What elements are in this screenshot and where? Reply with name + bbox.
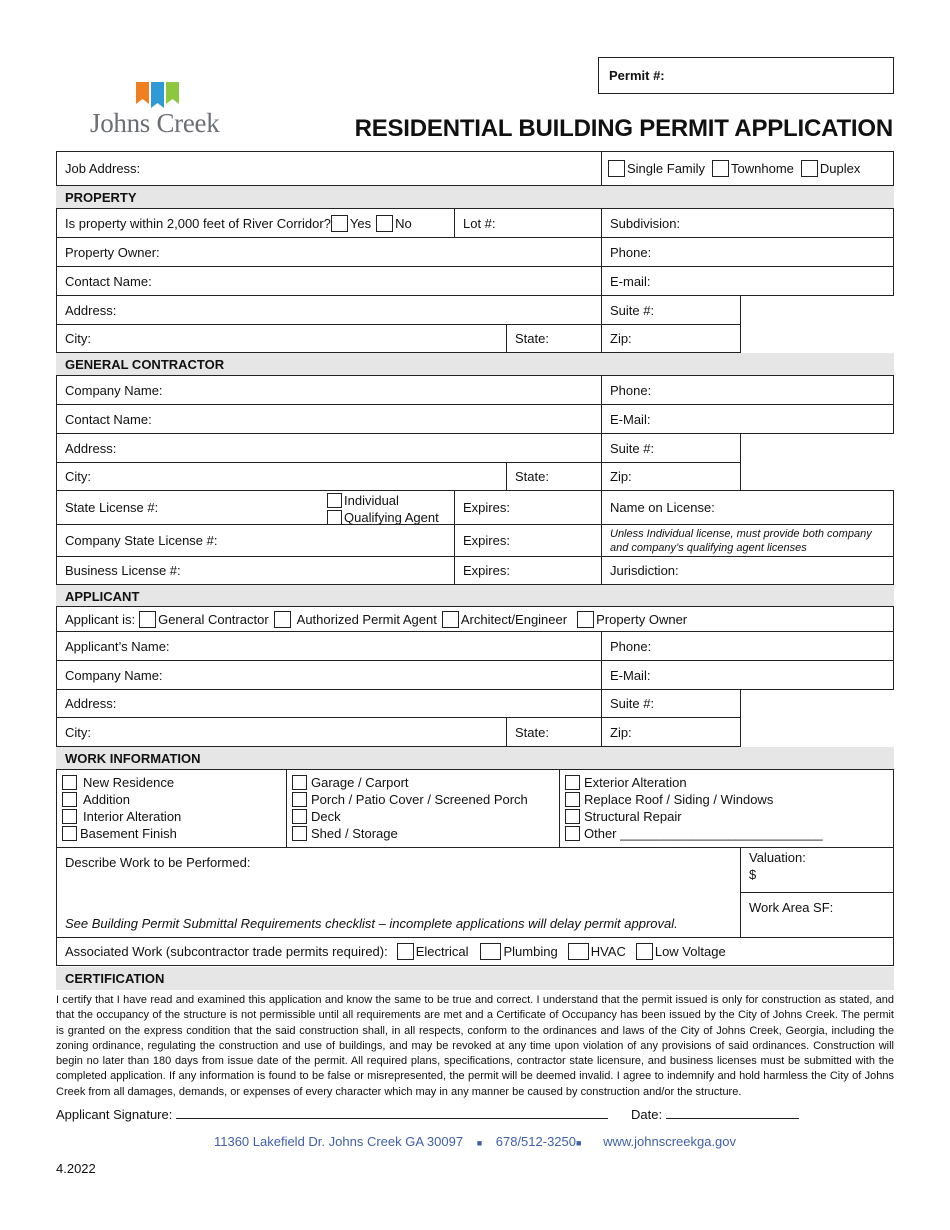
- footer-address: 11360 Lakefield Dr. Johns Creek GA 30097: [213, 1134, 464, 1149]
- lot-number-field[interactable]: [454, 208, 602, 238]
- contractor-suite-field[interactable]: [601, 433, 741, 463]
- plumbing-label: Plumbing: [503, 944, 558, 959]
- work-exterior-checkbox[interactable]: [565, 775, 580, 790]
- hvac-checkbox[interactable]: [568, 943, 589, 960]
- signature-field[interactable]: [56, 1107, 608, 1122]
- work-roof-checkbox[interactable]: [565, 792, 580, 807]
- certification-heading: CERTIFICATION: [56, 967, 894, 990]
- work-area-field[interactable]: [740, 892, 894, 938]
- work-structural-option[interactable]: [565, 808, 823, 825]
- applicant-city-field[interactable]: [56, 717, 507, 747]
- business-license-field[interactable]: [56, 556, 455, 585]
- dwelling-type-group: [601, 151, 894, 186]
- work-garage-option[interactable]: [292, 774, 528, 791]
- contractor-company-field[interactable]: [56, 375, 602, 405]
- work-list-1: [62, 774, 181, 842]
- work-col-divider-2: [559, 769, 560, 848]
- applicant-architect-checkbox[interactable]: [442, 611, 459, 628]
- property-suite-field[interactable]: [601, 295, 741, 325]
- applicant-name-label: Applicant’s Name:: [65, 638, 170, 654]
- permit-number-field[interactable]: [598, 57, 894, 94]
- state-license-expires-field[interactable]: [454, 490, 602, 525]
- signature-line[interactable]: [176, 1107, 608, 1119]
- license-note-line1: Unless Individual license, must provide both company: [610, 527, 872, 540]
- applicant-phone-field[interactable]: [601, 631, 894, 661]
- work-list-3: [565, 774, 823, 842]
- valuation-field[interactable]: [740, 847, 894, 893]
- applicant-zip-field[interactable]: [601, 717, 741, 747]
- qualifying-agent-checkbox[interactable]: [327, 510, 342, 525]
- applicant-architect-label: Architect/Engineer: [460, 611, 568, 627]
- applicant-architect-option[interactable]: [442, 611, 567, 628]
- work-other-checkbox[interactable]: [565, 826, 580, 841]
- footer-bullet-icon-2: ■: [576, 1138, 582, 1148]
- signature-label: Applicant Signature:: [56, 1107, 173, 1122]
- contractor-company-label: Company Name:: [65, 382, 163, 398]
- company-license-expires-label: Expires:: [463, 533, 510, 548]
- associated-work-group: [56, 937, 894, 966]
- work-deck-label: Deck: [311, 809, 341, 824]
- contractor-city-label: City:: [65, 469, 91, 484]
- townhome-option[interactable]: [712, 160, 794, 177]
- work-deck-option[interactable]: [292, 808, 528, 825]
- work-porch-checkbox[interactable]: [292, 792, 307, 807]
- plumbing-checkbox[interactable]: [480, 943, 501, 960]
- contractor-contact-field[interactable]: [56, 404, 602, 434]
- river-corridor-field: [56, 208, 455, 238]
- work-shed-checkbox[interactable]: [292, 826, 307, 841]
- work-other-option[interactable]: [565, 825, 823, 842]
- low-voltage-option[interactable]: [636, 943, 726, 960]
- work-deck-checkbox[interactable]: [292, 809, 307, 824]
- job-address-label: Job Address:: [65, 161, 141, 176]
- applicant-type-group: [56, 606, 894, 632]
- property-suite-label: Suite #:: [610, 302, 655, 318]
- applicant-zip-label: Zip:: [610, 724, 632, 740]
- property-zip-label: Zip:: [610, 331, 632, 346]
- job-address-field[interactable]: [56, 151, 602, 186]
- applicant-property-owner-label: Property Owner: [596, 611, 688, 627]
- property-phone-label: Phone:: [610, 244, 652, 260]
- single-family-checkbox[interactable]: [608, 160, 625, 177]
- river-yes-label: Yes: [349, 215, 372, 231]
- applicant-suite-label: Suite #:: [610, 696, 655, 711]
- applicant-is-label: Applicant is:: [65, 611, 136, 627]
- applicant-email-label: E-Mail:: [610, 667, 651, 683]
- contractor-city-field[interactable]: [56, 462, 507, 491]
- work-area-label: Work Area SF:: [749, 900, 834, 915]
- contractor-phone-field[interactable]: [601, 375, 894, 405]
- footer-bullet-icon: ■: [476, 1138, 483, 1148]
- work-list-2: [292, 774, 528, 842]
- river-yes-option[interactable]: [331, 215, 371, 232]
- business-license-expires-field[interactable]: [454, 556, 602, 585]
- johns-creek-logo: [90, 82, 230, 142]
- date-field[interactable]: [631, 1107, 799, 1122]
- hvac-option[interactable]: [568, 943, 626, 960]
- property-state-field[interactable]: [506, 324, 602, 353]
- applicant-property-owner-checkbox[interactable]: [577, 611, 594, 628]
- work-porch-option[interactable]: [292, 791, 528, 808]
- applicant-name-field[interactable]: [56, 631, 602, 661]
- townhome-checkbox[interactable]: [712, 160, 729, 177]
- name-on-license-label: Name on License:: [610, 500, 715, 515]
- work-interior-option[interactable]: [62, 808, 181, 825]
- property-email-label: E-mail:: [610, 273, 651, 289]
- company-state-license-label: Company State License #:: [65, 533, 218, 548]
- work-basement-checkbox[interactable]: [62, 826, 77, 841]
- applicant-state-field[interactable]: [506, 717, 602, 747]
- describe-work-field[interactable]: [56, 847, 741, 938]
- applicant-general-contractor-label: General Contractor: [158, 611, 269, 627]
- work-new-residence-label: New Residence: [83, 775, 175, 790]
- contractor-address-label: Address:: [65, 440, 117, 456]
- contractor-state-field[interactable]: [506, 462, 602, 491]
- property-owner-label: Property Owner:: [65, 244, 160, 260]
- low-voltage-label: Low Voltage: [654, 944, 726, 959]
- applicant-permit-agent-option[interactable]: [274, 611, 437, 628]
- form-version: 4.2022: [56, 1161, 96, 1176]
- work-roof-option[interactable]: [565, 791, 823, 808]
- electrical-option[interactable]: [397, 943, 469, 960]
- state-license-label: State License #:: [65, 500, 159, 515]
- applicant-permit-agent-checkbox[interactable]: [274, 611, 291, 628]
- work-other-label: Other ____________________________: [584, 826, 823, 841]
- work-structural-label: Structural Repair: [584, 809, 682, 824]
- applicant-company-label: Company Name:: [65, 667, 163, 683]
- applicant-permit-agent-label: Authorized Permit Agent: [296, 611, 437, 627]
- date-line[interactable]: [666, 1107, 799, 1119]
- work-exterior-option[interactable]: [565, 774, 823, 791]
- logo-flags-icon: [136, 82, 184, 108]
- work-col-divider-1: [286, 769, 287, 848]
- contractor-address-field[interactable]: [56, 433, 602, 463]
- property-owner-field[interactable]: [56, 237, 602, 267]
- river-no-label: No: [395, 215, 412, 231]
- low-voltage-checkbox[interactable]: [636, 943, 653, 960]
- work-interior-checkbox[interactable]: [62, 809, 77, 824]
- applicant-general-contractor-option[interactable]: [139, 611, 269, 628]
- license-note-line2: and company’s qualifying agent licenses: [610, 541, 807, 554]
- property-contact-field[interactable]: [56, 266, 602, 296]
- applicant-address-label: Address:: [65, 696, 117, 711]
- subdivision-label: Subdivision:: [610, 215, 681, 231]
- river-corridor-label: Is property within 2,000 feet of River Corridor?: [65, 215, 331, 231]
- license-type-group: [327, 492, 439, 525]
- permit-number-label: Permit #:: [609, 68, 665, 83]
- applicant-address-field[interactable]: [56, 689, 602, 718]
- applicant-phone-label: Phone:: [610, 638, 652, 654]
- contractor-email-label: E-Mail:: [610, 411, 651, 427]
- property-phone-field[interactable]: [601, 237, 894, 267]
- property-email-field[interactable]: [601, 266, 894, 296]
- date-label: Date:: [631, 1107, 663, 1122]
- subdivision-field[interactable]: [601, 208, 894, 238]
- logo-wordmark: Johns Creek: [90, 108, 220, 138]
- jurisdiction-label: Jurisdiction:: [610, 563, 679, 578]
- applicant-email-field[interactable]: [601, 660, 894, 690]
- contractor-zip-label: Zip:: [610, 469, 632, 484]
- work-exterior-label: Exterior Alteration: [584, 775, 687, 790]
- work-porch-label: Porch / Patio Cover / Screened Porch: [311, 792, 528, 807]
- applicant-suite-field[interactable]: [601, 689, 741, 718]
- property-city-label: City:: [65, 331, 91, 346]
- contractor-email-field[interactable]: [601, 404, 894, 434]
- applicant-company-field[interactable]: [56, 660, 602, 690]
- company-license-expires-field[interactable]: [454, 524, 602, 557]
- valuation-dollar: $: [749, 867, 757, 882]
- property-address-label: Address:: [65, 302, 117, 318]
- contractor-heading: GENERAL CONTRACTOR: [56, 353, 894, 376]
- work-heading: WORK INFORMATION: [56, 747, 894, 770]
- company-state-license-field[interactable]: [56, 524, 455, 557]
- qualifying-agent-label: Qualifying Agent: [344, 510, 439, 525]
- electrical-label: Electrical: [415, 944, 469, 959]
- work-addition-checkbox[interactable]: [62, 792, 77, 807]
- plumbing-option[interactable]: [480, 943, 557, 960]
- applicant-city-label: City:: [65, 724, 91, 740]
- business-license-label: Business License #:: [65, 563, 181, 578]
- page-title: RESIDENTIAL BUILDING PERMIT APPLICATION: [354, 115, 893, 142]
- property-zip-field[interactable]: [601, 324, 741, 353]
- work-basement-option[interactable]: [62, 825, 181, 842]
- applicant-heading: APPLICANT: [56, 585, 894, 607]
- duplex-option[interactable]: [801, 160, 860, 177]
- contractor-suite-label: Suite #:: [610, 440, 655, 456]
- applicant-property-owner-option[interactable]: [577, 611, 687, 628]
- work-basement-label: Basement Finish: [80, 826, 177, 841]
- name-on-license-field[interactable]: [601, 490, 894, 525]
- work-shed-label: Shed / Storage: [311, 826, 398, 841]
- contractor-zip-field[interactable]: [601, 462, 741, 491]
- state-license-field[interactable]: [56, 490, 455, 525]
- property-address-field[interactable]: [56, 295, 602, 325]
- associated-work-label: Associated Work (subcontractor trade permits required):: [65, 944, 388, 959]
- valuation-label: Valuation:: [749, 850, 806, 865]
- license-note: [601, 524, 894, 557]
- work-roof-label: Replace Roof / Siding / Windows: [584, 792, 774, 807]
- individual-checkbox[interactable]: [327, 493, 342, 508]
- work-new-residence-checkbox[interactable]: [62, 775, 77, 790]
- duplex-checkbox[interactable]: [801, 160, 818, 177]
- work-addition-label: Addition: [83, 792, 130, 807]
- river-no-option[interactable]: [376, 215, 412, 232]
- checklist-note: See Building Permit Submittal Requirements checklist – incomplete applications will delay permit approval.: [65, 916, 678, 931]
- contractor-phone-label: Phone:: [610, 382, 652, 398]
- footer-website-link[interactable]: www.johnscreekga.gov: [603, 1134, 737, 1149]
- certification-text: I certify that I have read and examined this application and know the same to be true and correct. I understand that the permit issued is only for construction as stated, and that the occupancy of the structure is not permissible until all requirements are met and a Certificate of Occupancy has been issued by the City of Johns Creek. The permit is granted on the express condition that the said construction shall, in all respects, conform to the ordinances and laws of the City of Johns Creek, Georgia, including the zoning ordinance, regulating the construction and use of buildings, and may be revoked at any time upon violation of any provisions of said ordinances. Construction will begin no later than 180 days from issue date of the permit. All required plans, specifications, contractor state licensure, and business licenses must be submitted with the completed application. If any information is found to be false or misrepresented, the permit will be deemed invalid. I agree to indemnify and hold harmless the City of Johns Creek from all damages, demands, or expenses of every character which may in any manner be caused by construction and/or the structure.: [56, 994, 894, 1098]
- lot-number-label: Lot #:: [463, 215, 496, 231]
- applicant-general-contractor-checkbox[interactable]: [139, 611, 156, 628]
- work-garage-label: Garage / Carport: [311, 775, 409, 790]
- work-structural-checkbox[interactable]: [565, 809, 580, 824]
- work-interior-label: Interior Alteration: [83, 809, 182, 824]
- contractor-contact-label: Contact Name:: [65, 411, 152, 427]
- duplex-label: Duplex: [819, 161, 861, 176]
- jurisdiction-field[interactable]: [601, 556, 894, 585]
- individual-label: Individual: [344, 493, 399, 508]
- qualifying-agent-option[interactable]: [327, 509, 439, 525]
- electrical-checkbox[interactable]: [397, 943, 414, 960]
- state-license-expires-label: Expires:: [463, 500, 510, 515]
- townhome-label: Townhome: [731, 161, 794, 176]
- property-city-field[interactable]: [56, 324, 507, 353]
- business-license-expires-label: Expires:: [463, 563, 510, 578]
- applicant-state-label: State:: [515, 724, 549, 740]
- footer-phone: 678/512-3250: [495, 1134, 576, 1149]
- property-heading: PROPERTY: [56, 186, 894, 209]
- single-family-option[interactable]: [608, 160, 705, 177]
- property-state-label: State:: [515, 331, 549, 346]
- river-no-checkbox[interactable]: [376, 215, 393, 232]
- work-addition-option[interactable]: [62, 791, 181, 808]
- contractor-state-label: State:: [515, 469, 549, 484]
- river-yes-checkbox[interactable]: [331, 215, 348, 232]
- work-garage-checkbox[interactable]: [292, 775, 307, 790]
- individual-option[interactable]: [327, 492, 439, 509]
- describe-work-label: Describe Work to be Performed:: [65, 855, 251, 870]
- work-shed-option[interactable]: [292, 825, 528, 842]
- single-family-label: Single Family: [627, 161, 706, 176]
- property-contact-label: Contact Name:: [65, 273, 152, 289]
- footer-contact: [0, 1134, 950, 1149]
- work-new-residence-option[interactable]: [62, 774, 181, 791]
- hvac-label: HVAC: [590, 944, 626, 959]
